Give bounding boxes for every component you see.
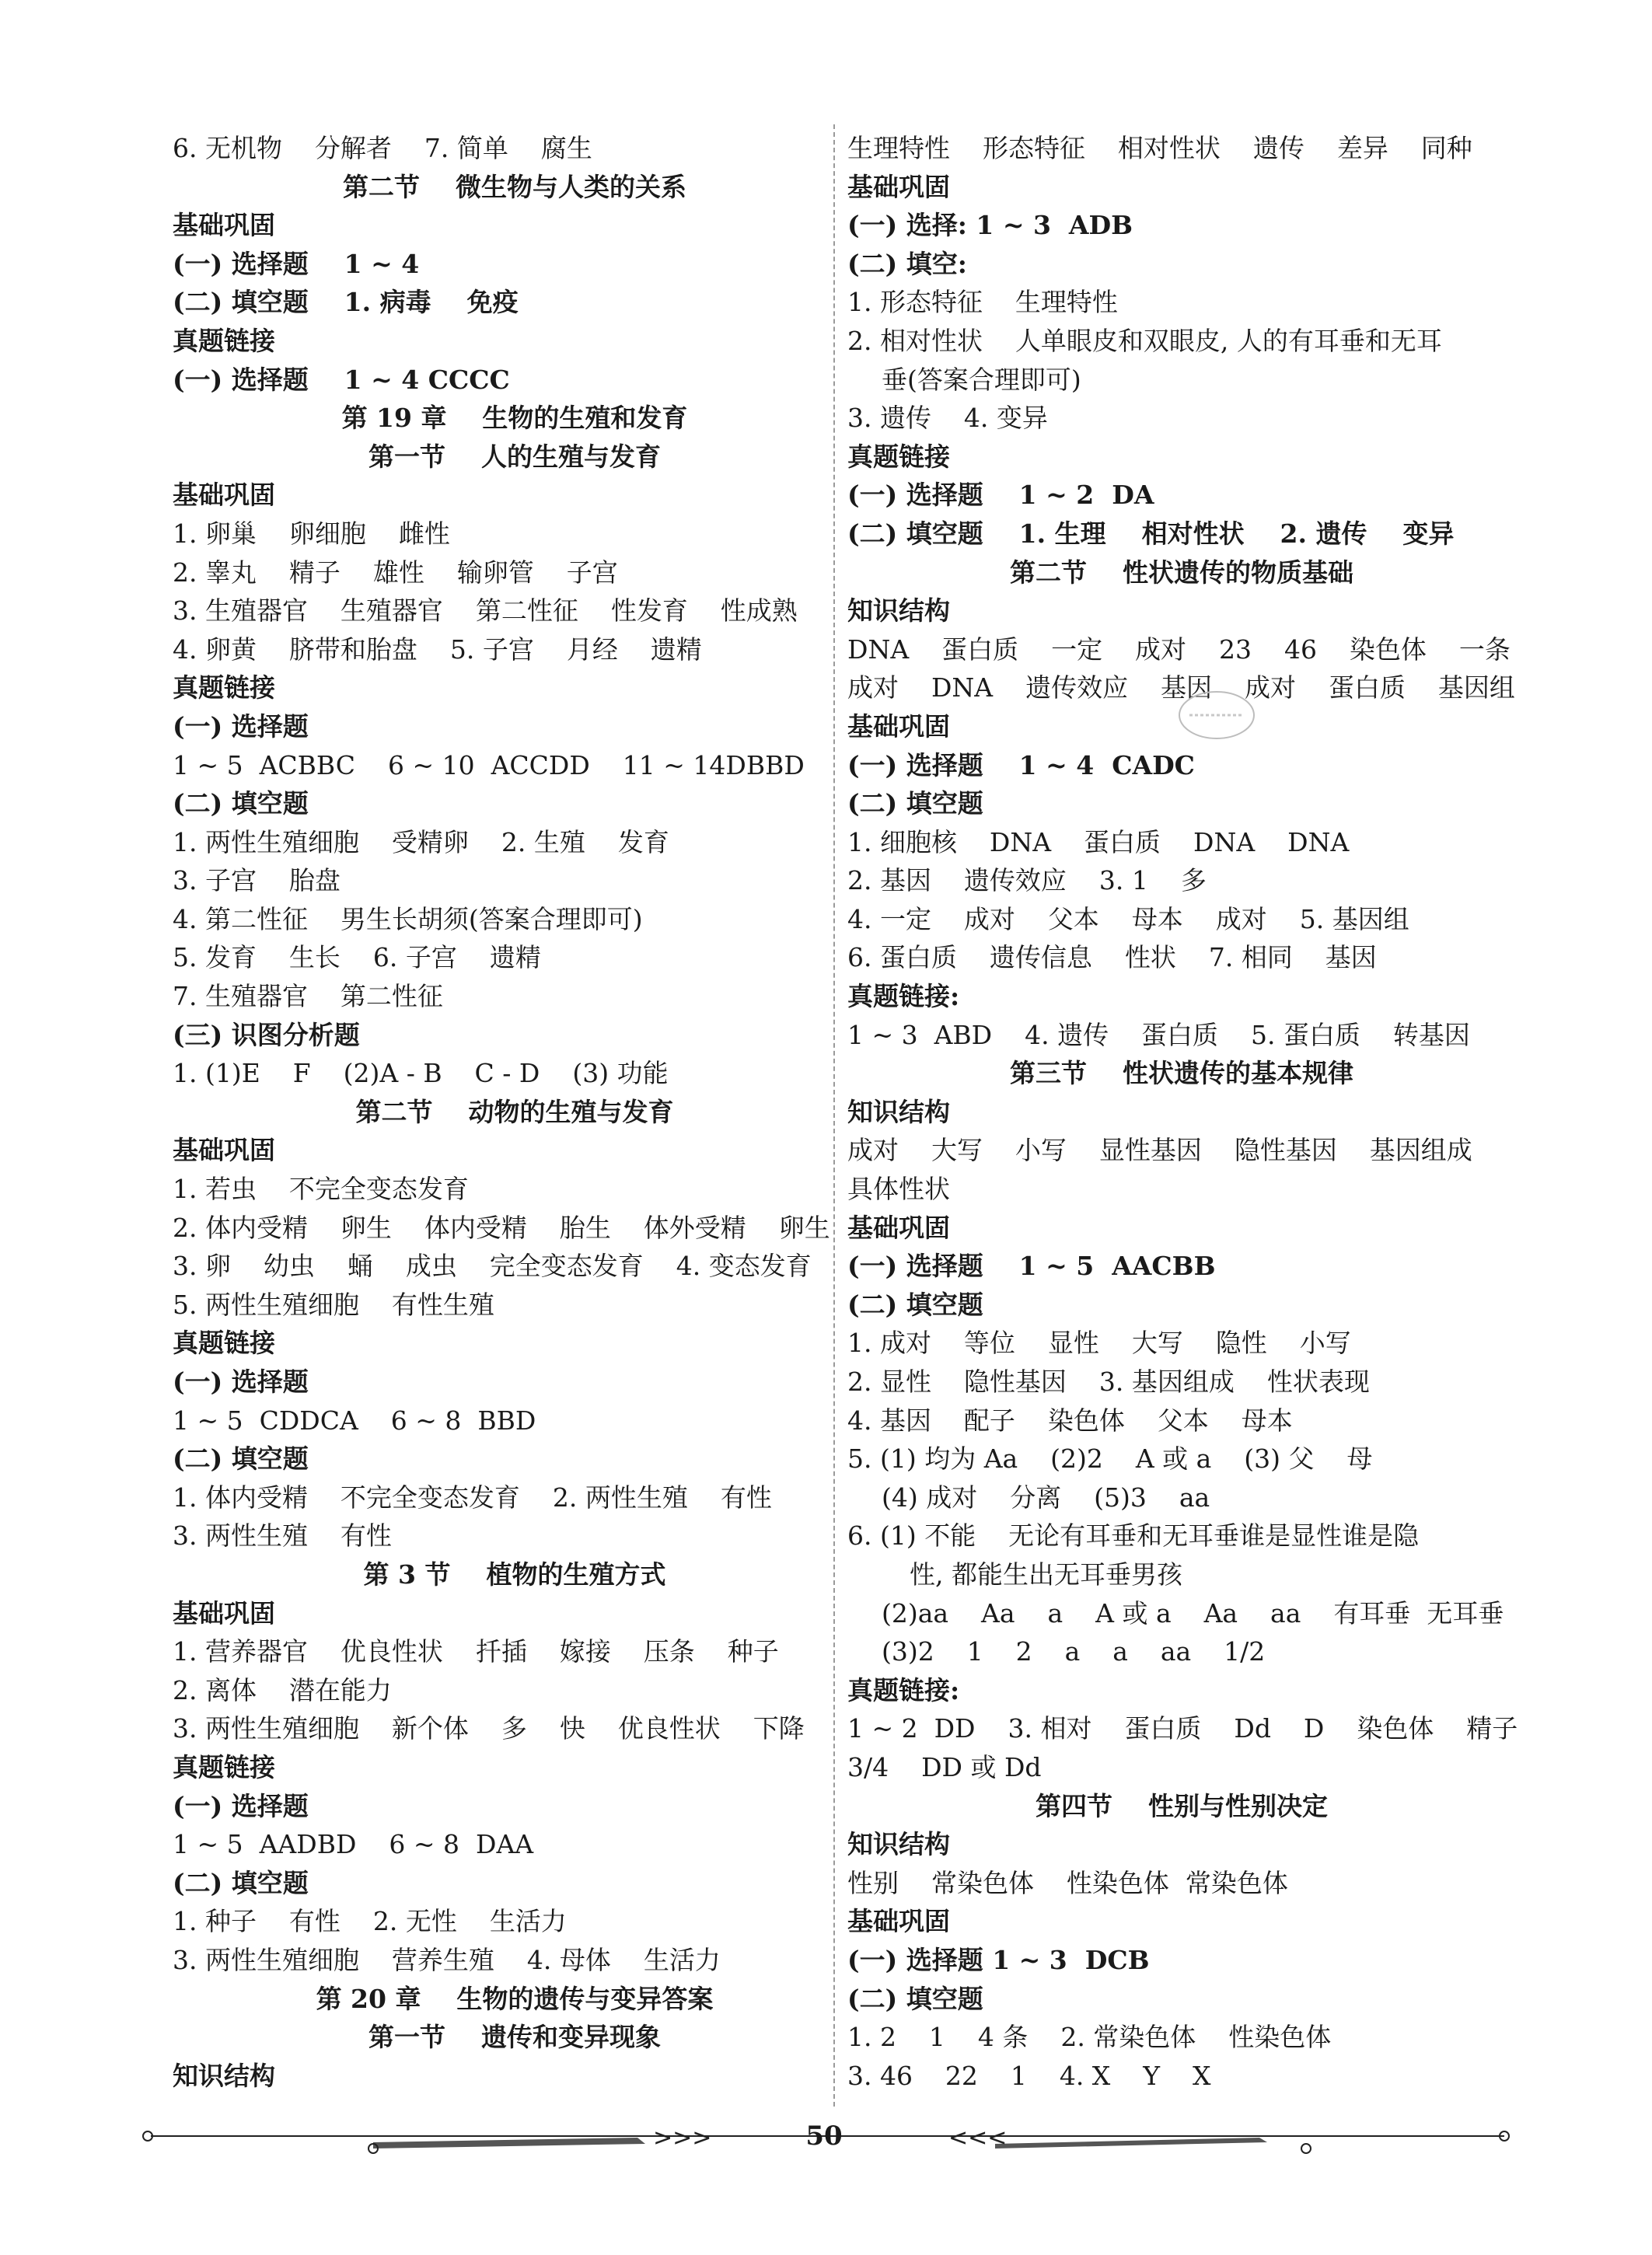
answer-line: 4. 一定 成对 父本 母本 成对 5. 基因组 [847, 903, 1409, 934]
subheading: (二) 填空题 1. 病毒 免疫 [173, 287, 519, 318]
watermark-stamp [1174, 684, 1259, 746]
subheading: 真题链接 [173, 672, 275, 703]
answer-line: 3. 卵 幼虫 蛹 成虫 完全变态发育 4. 变态发育 [173, 1251, 812, 1282]
answer-line: 1. 细胞核 DNA 蛋白质 DNA DNA [847, 826, 1350, 857]
answer-line: 2. 离体 潜在能力 [173, 1674, 392, 1705]
answer-line: 性别 常染色体 性染色体 常染色体 [847, 1867, 1288, 1898]
subheading: 基础巩固 [847, 1212, 950, 1243]
answer-line: 6. (1) 不能 无论有耳垂和无耳垂谁是显性谁是隐 [847, 1520, 1420, 1552]
subheading: (一) 选择题 1 ~ 4 [173, 248, 420, 279]
subheading: 真题链接 [847, 441, 950, 472]
subheading: (二) 填空题 [847, 1289, 983, 1320]
answer-line: (2)aa Aa a A 或 a Aa aa 有耳垂 无耳垂 [882, 1597, 1504, 1628]
answer-line: 7. 生殖器官 第二性征 [173, 981, 443, 1012]
subheading: (一) 选择: 1 ~ 3 ADB [847, 210, 1133, 241]
subheading: 知识结构 [847, 1829, 950, 1860]
answer-line: 成对 大写 小写 显性基因 隐性基因 基因组成 [847, 1135, 1472, 1166]
subheading: (一) 选择题 [173, 1790, 309, 1821]
answer-line: (4) 成对 分离 (5)3 aa [882, 1482, 1210, 1513]
section-heading: 第二节 动物的生殖与发育 [355, 1096, 674, 1127]
answer-line: 2. 显性 隐性基因 3. 基因组成 性状表现 [847, 1367, 1370, 1397]
answer-line: 6. 蛋白质 遗传信息 性状 7. 相同 基因 [847, 942, 1377, 973]
answer-line: 2. 体内受精 卵生 体内受精 胎生 体外受精 卵生 [173, 1212, 830, 1243]
subheading: (二) 填空: [847, 248, 967, 279]
answer-line: 具体性状 [847, 1174, 950, 1205]
answer-line: 1. 种子 有性 2. 无性 生活力 [173, 1906, 567, 1937]
subheading: 真题链接 [173, 325, 275, 356]
subheading: (一) 选择题 1 ~ 4 CADC [847, 749, 1195, 780]
subheading: (二) 填空题 1. 生理 相对性状 2. 遗传 变异 [847, 518, 1455, 549]
answer-line: 1 ~ 5 AADBD 6 ~ 8 DAA [173, 1829, 534, 1860]
answer-line: 1. 2 1 4 条 2. 常染色体 性染色体 [847, 2022, 1332, 2053]
answer-line: DNA 蛋白质 一定 成对 23 46 染色体 一条 [847, 634, 1511, 665]
subheading: 基础巩固 [847, 171, 950, 202]
subheading: (一) 选择题 1 ~ 4 CCCC [173, 364, 510, 395]
answer-line: 1. 两性生殖细胞 受精卵 2. 生殖 发育 [173, 826, 669, 857]
subheading: 真题链接: [847, 1674, 960, 1705]
subheading: (一) 选择题 1 ~ 2 DA [847, 480, 1154, 511]
section-heading: 第 19 章 生物的生殖和发育 [341, 403, 688, 434]
answer-line: 1. 若虫 不完全变态发育 [173, 1174, 469, 1205]
answer-line: 1. 体内受精 不完全变态发育 2. 两性生殖 有性 [173, 1482, 772, 1513]
subheading: 基础巩固 [173, 1135, 275, 1166]
section-heading: 第二节 微生物与人类的关系 [343, 171, 686, 202]
section-heading: 第一节 遗传和变异现象 [368, 2022, 661, 2053]
answer-line: 2. 睾丸 精子 雄性 输卵管 子宫 [173, 557, 618, 588]
subheading: (一) 选择题 1 ~ 5 AACBB [847, 1251, 1216, 1282]
answer-line: 3. 遗传 4. 变异 [847, 403, 1048, 434]
subheading: 基础巩固 [173, 210, 275, 241]
answer-line: 2. 基因 遗传效应 3. 1 多 [847, 865, 1207, 896]
svg-text:<<<: <<< [948, 2124, 1008, 2152]
subheading: 基础巩固 [173, 1597, 275, 1628]
answer-line: 3. 子宫 胎盘 [173, 865, 341, 896]
answer-line: 3/4 DD 或 Dd [847, 1751, 1042, 1782]
subheading: (二) 填空题 [847, 788, 983, 819]
subheading: 真题链接: [847, 981, 960, 1012]
answer-line: 3. 生殖器官 生殖器官 第二性征 性发育 性成熟 [173, 595, 798, 627]
answer-line: 4. 基因 配子 染色体 父本 母本 [847, 1405, 1293, 1436]
section-heading: 第四节 性别与性别决定 [1036, 1790, 1328, 1821]
column-divider [833, 124, 836, 2107]
subheading: (二) 填空题 [173, 1867, 309, 1898]
answer-line: 4. 卵黄 脐带和胎盘 5. 子宫 月经 遗精 [173, 634, 702, 665]
answer-line: 成对 DNA 遗传效应 基因 成对 蛋白质 基因组 [847, 672, 1515, 703]
answer-line: 1. 成对 等位 显性 大写 隐性 小写 [847, 1328, 1351, 1359]
answer-line: 性, 都能生出无耳垂男孩 [910, 1559, 1182, 1590]
answer-line: 6. 无机物 分解者 7. 简单 腐生 [173, 133, 592, 163]
subheading: 基础巩固 [847, 1906, 950, 1937]
answer-line: (3)2 1 2 a a aa 1/2 [882, 1636, 1266, 1667]
answer-line: 3. 两性生殖细胞 营养生殖 4. 母体 生活力 [173, 1944, 721, 1975]
right-column [847, 129, 1516, 2095]
answer-line: 垂(答案合理即可) [882, 364, 1081, 395]
answer-line: 1 ~ 2 DD 3. 相对 蛋白质 Dd D 染色体 精子 [847, 1713, 1518, 1744]
section-heading: 第一节 人的生殖与发育 [368, 441, 661, 472]
answer-line: 2. 相对性状 人单眼皮和双眼皮, 人的有耳垂和无耳 [847, 325, 1442, 356]
answer-line: 1 ~ 5 ACBBC 6 ~ 10 ACCDD 11 ~ 14DBBD [173, 749, 805, 780]
subheading: (二) 填空题 [173, 788, 309, 819]
page-footer [140, 2114, 1512, 2169]
subheading: 知识结构 [847, 595, 950, 627]
answer-line: 1 ~ 3 ABD 4. 遗传 蛋白质 5. 蛋白质 转基因 [847, 1019, 1470, 1050]
answer-line: 1. 形态特征 生理特性 [847, 287, 1118, 318]
answer-line: 5. 发育 生长 6. 子宫 遗精 [173, 942, 541, 973]
answer-line: 1. (1)E F (2)A - B C - D (3) 功能 [173, 1058, 669, 1089]
left-column [173, 129, 857, 2095]
subheading: (一) 选择题 [173, 1367, 309, 1397]
subheading: 真题链接 [173, 1328, 275, 1359]
subheading: (二) 填空题 [173, 1443, 309, 1475]
subheading: (二) 填空题 [847, 1983, 983, 2014]
svg-text:>>>: >>> [653, 2124, 712, 2152]
page-number: 50 [805, 2121, 843, 2152]
answer-line: 4. 第二性征 男生长胡须(答案合理即可) [173, 903, 643, 934]
section-heading: 第二节 性状遗传的物质基础 [1010, 557, 1353, 588]
answer-line: 生理特性 形态特征 相对性状 遗传 差异 同种 [847, 133, 1472, 163]
subheading: (三) 识图分析题 [173, 1019, 360, 1050]
subheading: 基础巩固 [847, 710, 950, 742]
section-heading: 第三节 性状遗传的基本规律 [1010, 1058, 1353, 1089]
subheading: 真题链接 [173, 1751, 275, 1782]
answer-line: 1. 卵巢 卵细胞 雌性 [173, 518, 450, 549]
answer-line: 3. 两性生殖 有性 [173, 1520, 392, 1552]
section-heading: 第 3 节 植物的生殖方式 [363, 1559, 666, 1590]
answer-line: 3. 两性生殖细胞 新个体 多 快 优良性状 下降 [173, 1713, 805, 1744]
section-heading: 第 20 章 生物的遗传与变异答案 [316, 1983, 714, 2014]
answer-line: 1. 营养器官 优良性状 扦插 嫁接 压条 种子 [173, 1636, 779, 1667]
subheading: (一) 选择题 [173, 710, 309, 742]
answer-line: 3. 46 22 1 4. X Y X [847, 2060, 1211, 2091]
answer-line: 1 ~ 5 CDDCA 6 ~ 8 BBD [173, 1405, 536, 1436]
answer-line: 5. 两性生殖细胞 有性生殖 [173, 1289, 494, 1320]
subheading: 知识结构 [847, 1096, 950, 1127]
subheading: 知识结构 [173, 2060, 275, 2091]
subheading: 基础巩固 [173, 480, 275, 511]
answer-line: 5. (1) 均为 Aa (2)2 A 或 a (3) 父 母 [847, 1443, 1373, 1475]
subheading: (一) 选择题 1 ~ 3 DCB [847, 1944, 1150, 1975]
